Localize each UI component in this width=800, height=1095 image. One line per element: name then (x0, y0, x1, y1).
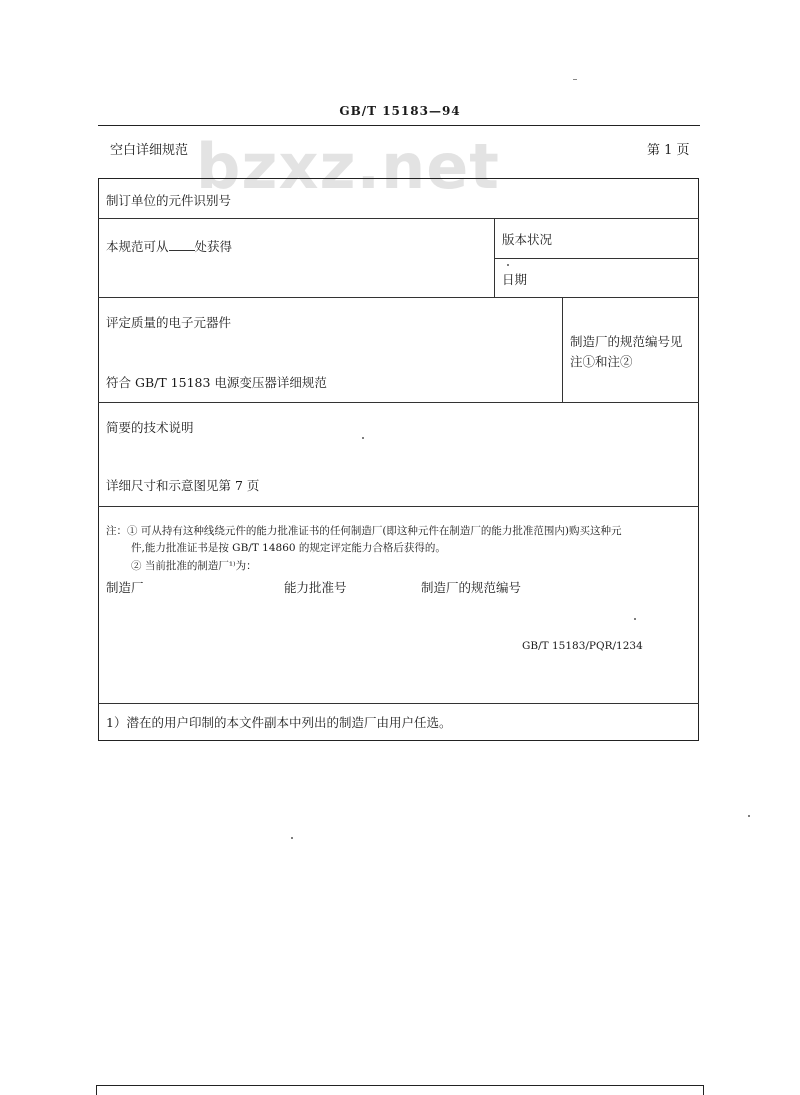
availability-field (106, 237, 232, 255)
column-manufacturer-spec-number: 制造厂的规范编号 (421, 580, 522, 595)
column-approval-number: 能力批准号 (284, 580, 347, 595)
row-divider-3 (98, 402, 699, 403)
identifier-label: 制订单位的元件识别号 (106, 193, 232, 208)
dimensions-reference: 详细尺寸和示意图见第 7 页 (106, 478, 260, 493)
component-label: 评定质量的电子元器件 (106, 315, 232, 330)
version-date-divider (494, 258, 699, 259)
manufacturer-spec-ref-line2: 注①和注② (570, 354, 633, 369)
column-manufacturer: 制造厂 (106, 580, 144, 595)
availability-blank (169, 240, 195, 251)
example-spec-number: GB/T 15183/PQR/1234 (522, 640, 643, 652)
watermark: bzxz.net (196, 130, 500, 203)
row-divider-2 (98, 297, 699, 298)
conformity-label: 符合 GB/T 15183 电源变压器详细规范 (106, 375, 327, 390)
scan-speck (748, 815, 750, 817)
footnote-divider (98, 703, 699, 704)
standard-number: GB/T 15183—94 (339, 104, 461, 118)
spec-form-frame (98, 178, 699, 741)
version-status-label: 版本状况 (502, 232, 553, 247)
date-mark (507, 264, 509, 266)
scan-speck (634, 618, 636, 620)
manufacturer-spec-ref-line1: 制造厂的规范编号见 (570, 334, 683, 349)
availability-version-divider (494, 218, 495, 297)
row-divider-4 (98, 506, 699, 507)
header-rule (98, 125, 700, 126)
component-spec-divider (562, 297, 563, 402)
next-page-frame-edge (96, 1085, 704, 1095)
footnote: 1）潜在的用户印制的本文件副本中列出的制造厂由用户任选。 (106, 715, 452, 730)
spec-title: 空白详细规范 (110, 143, 189, 158)
page-number: 第 1 页 (647, 143, 690, 158)
scan-speck (573, 79, 577, 80)
note-2: ② 当前批准的制造厂¹⁾为： (131, 560, 257, 572)
brief-description-label: 简要的技术说明 (106, 420, 194, 435)
availability-suffix: 处获得 (194, 239, 233, 254)
row-divider-1 (98, 218, 699, 219)
scan-speck (291, 837, 293, 839)
scan-speck (362, 437, 364, 439)
note-1-line-1: 注：① 可从持有这种线绕元件的能力批准证书的任何制造厂(即这种元件在制造厂的能力批准范围内)购买这种元 (106, 525, 622, 537)
availability-prefix: 本规范可从 (106, 239, 169, 254)
date-label: 日期 (502, 272, 528, 287)
note-1-line-2: 件,能力批准证书是按 GB/T 14860 的规定评定能力合格后获得的。 (131, 542, 446, 554)
